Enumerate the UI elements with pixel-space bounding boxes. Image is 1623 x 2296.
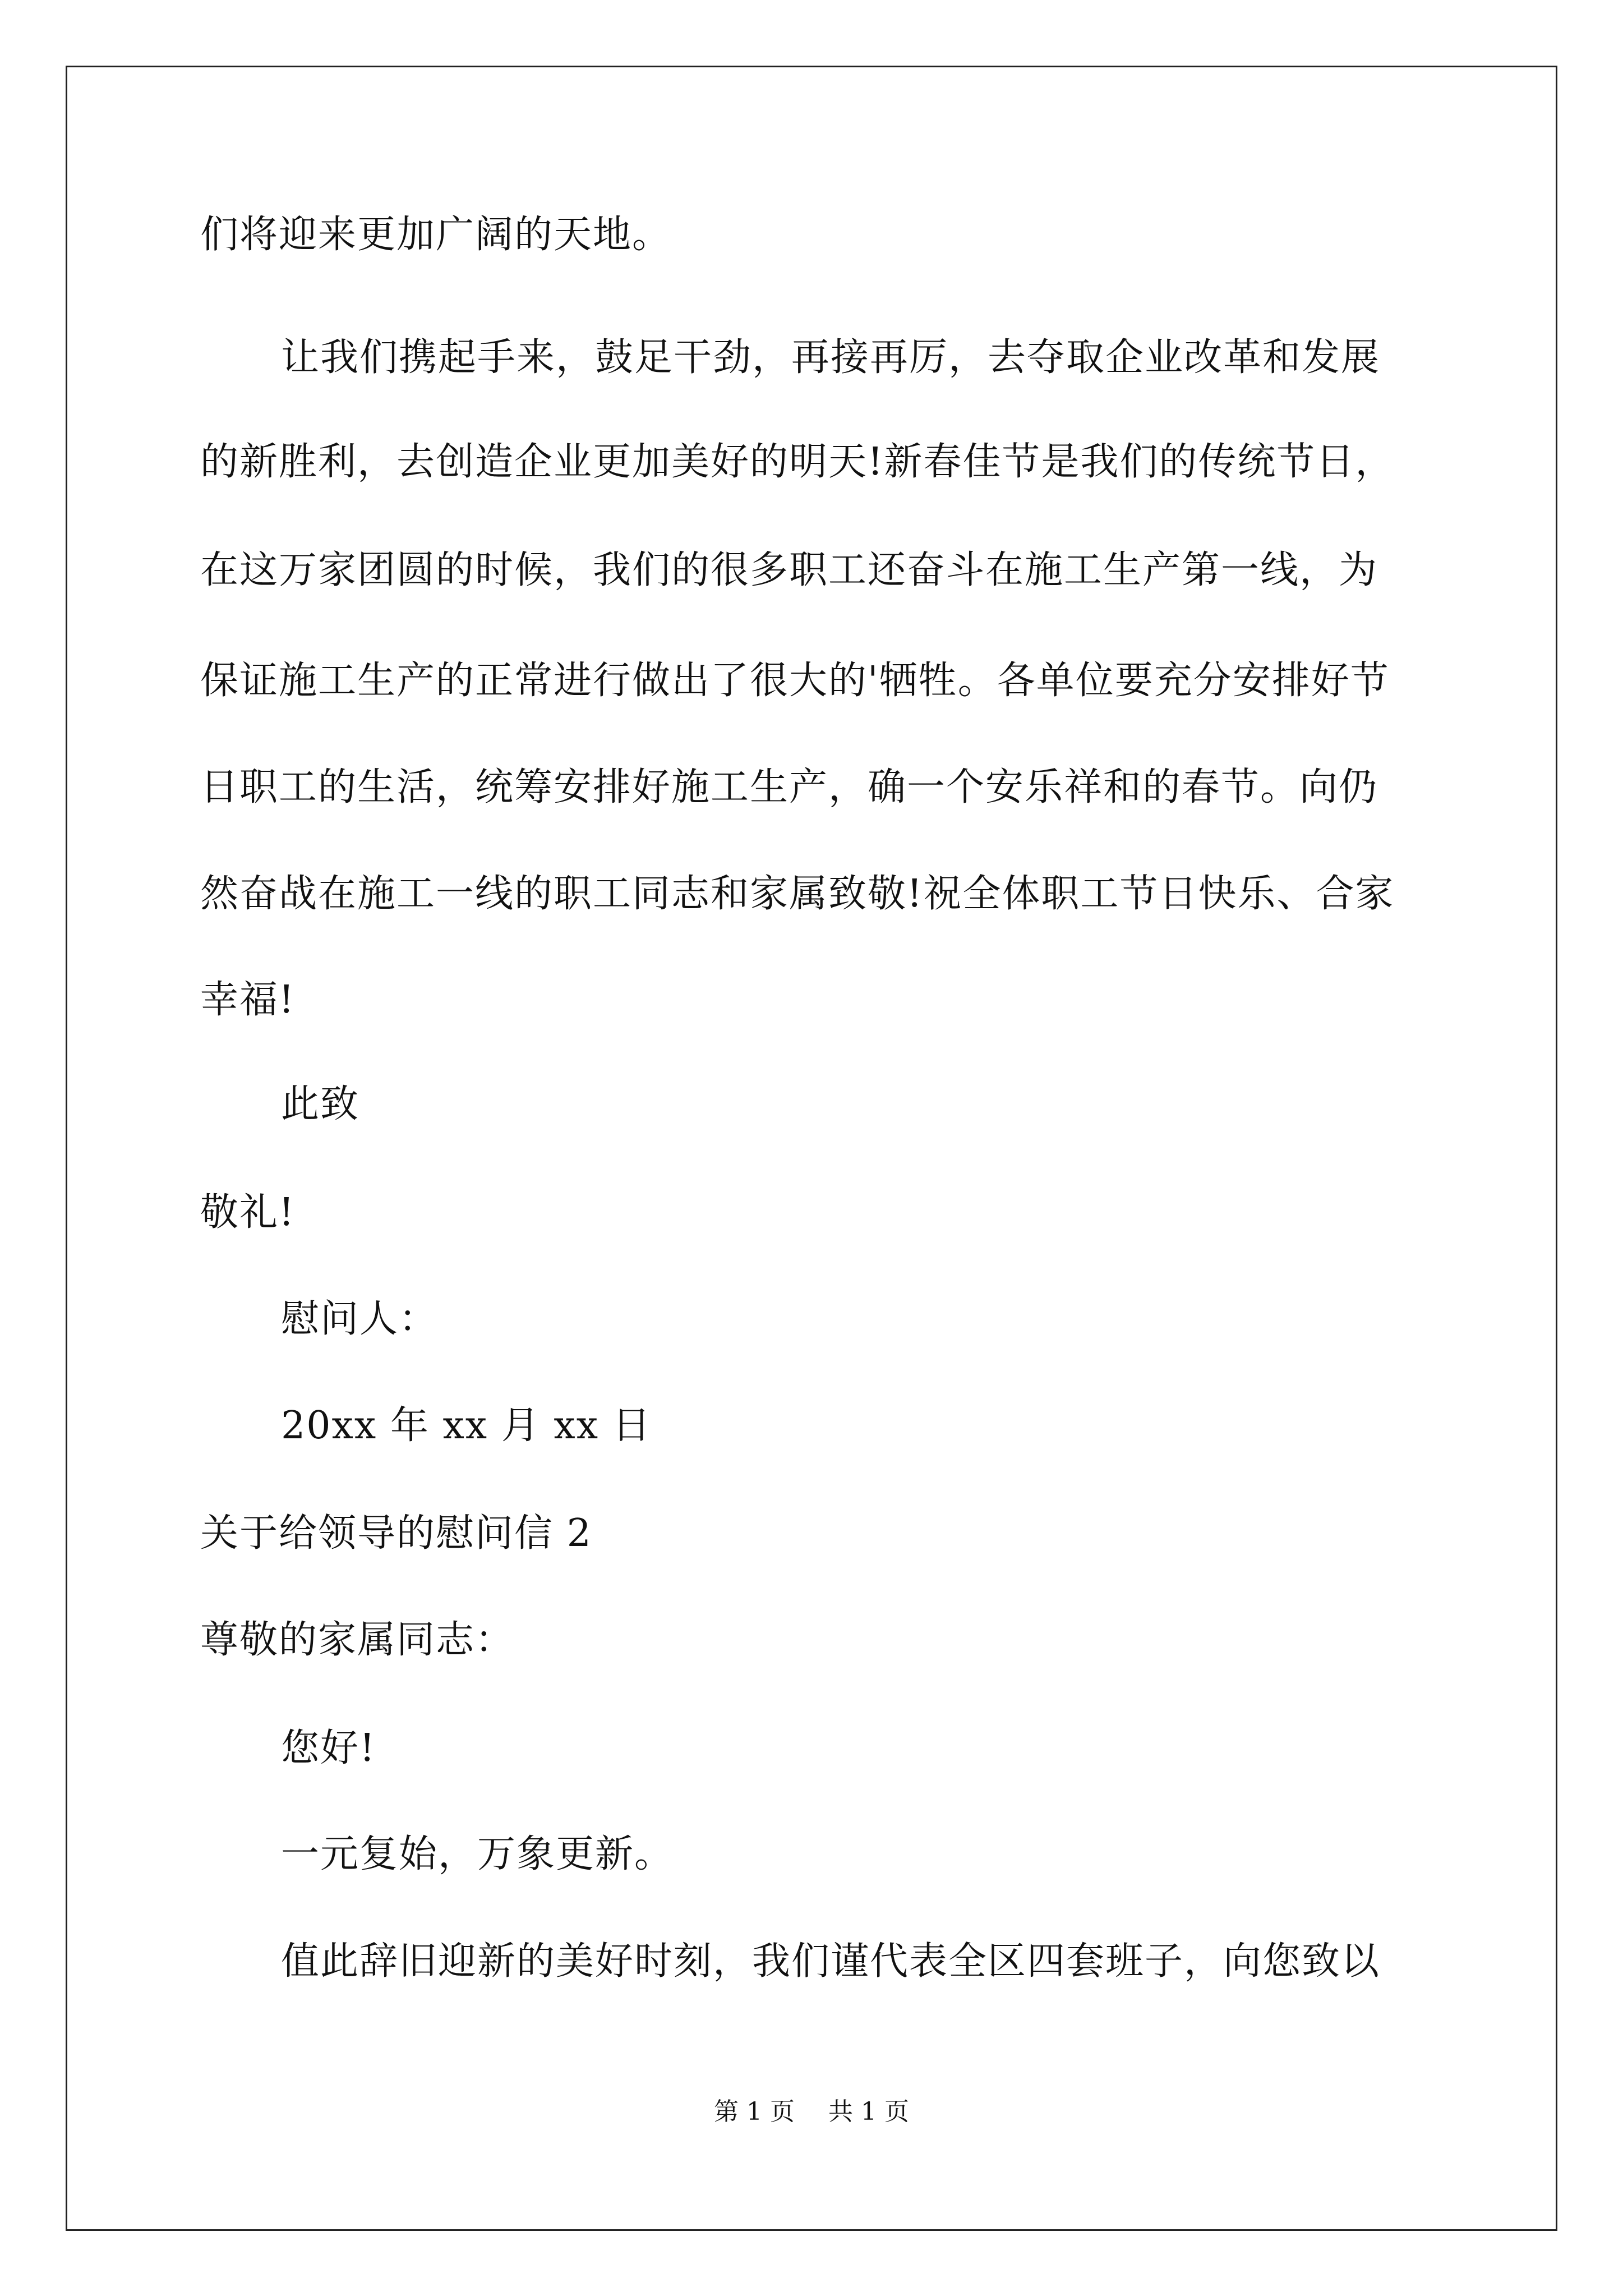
signatory-label: 慰问人： <box>281 1297 439 1341</box>
date-line: 20xx 年 xx 月 xx 日 <box>281 1404 652 1448</box>
paragraph-line: 一元复始，万象更新。 <box>281 1832 674 1876</box>
page-total: 共 1 页 <box>828 2097 909 2126</box>
paragraph-line: 日职工的生活，统筹安排好施工生产，确一个安乐祥和的春节。向仍 <box>200 765 1378 809</box>
paragraph-line: 在这万家团圆的时候，我们的很多职工还奋斗在施工生产第一线，为 <box>200 548 1378 592</box>
greeting-recipient: 尊敬的家属同志： <box>200 1618 515 1662</box>
paragraph-line: 幸福! <box>200 978 296 1022</box>
paragraph-line: 的新胜利，去创造企业更加美好的明天!新春佳节是我们的传统节日， <box>200 440 1395 484</box>
paragraph-line: 们将迎来更加广阔的天地。 <box>200 213 672 257</box>
greeting: 您好! <box>281 1726 376 1770</box>
paragraph-line: 然奋战在施工一线的职工同志和家属致敬!祝全体职工节日快乐、合家 <box>200 872 1395 916</box>
page-number: 第 1 页 <box>714 2097 795 2126</box>
page-border <box>66 66 1557 2231</box>
section-title: 关于给领导的慰问信 2 <box>200 1511 592 1556</box>
paragraph-line: 保证施工生产的正常进行做出了很大的'牺牲。各单位要充分安排好节 <box>200 659 1390 703</box>
closing-phrase: 此致 <box>281 1082 360 1126</box>
paragraph-line: 值此辞旧迎新的美好时刻，我们谨代表全区四套班子，向您致以 <box>281 1939 1381 1984</box>
paragraph-line: 让我们携起手来，鼓足干劲，再接再厉，去夺取企业改革和发展 <box>281 335 1381 380</box>
page-footer <box>0 2097 1623 2126</box>
salutation-close: 敬礼! <box>200 1190 296 1235</box>
